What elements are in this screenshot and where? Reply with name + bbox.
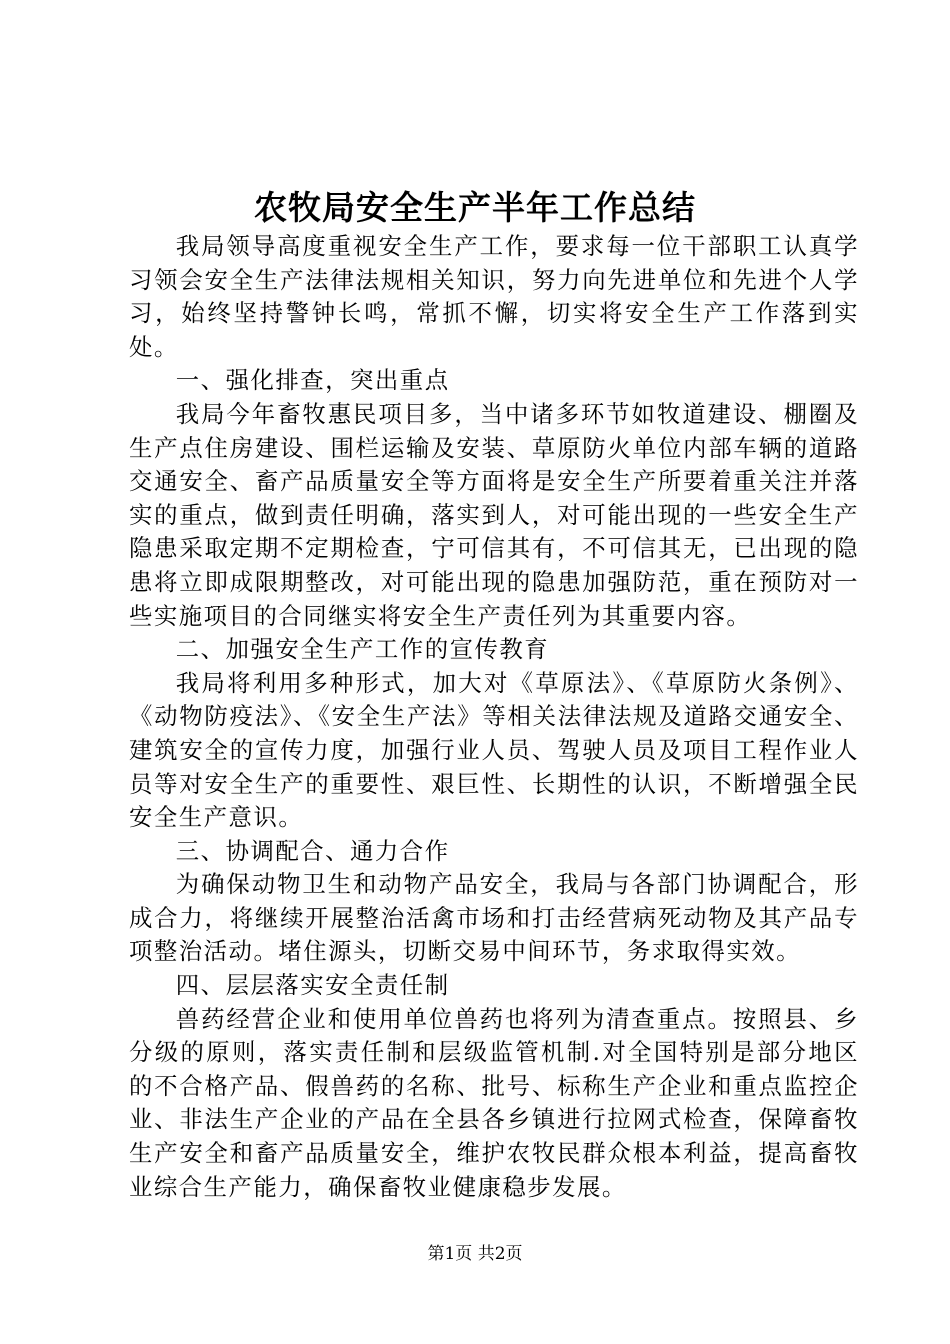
- section-paragraph-1: 我局今年畜牧惠民项目多，当中诸多环节如牧道建设、棚圈及生产点住房建设、围栏运输及安装、草原防火单位内部车辆的道路交通安全、畜产品质量安全等方面将是安全生产所要着重关注并落实的重点，做到责任明确，落实到人，对可能出现的一些安全生产隐患采取定期不定期检查，宁可信其有，不可信其无，已出现的隐患将立即成限期整改，对可能出现的隐患加强防范，重在预防对一些实施项目的合同继实将安全生产责任列为其重要内容。: [129, 399, 859, 630]
- section-paragraph-4: 兽药经营企业和使用单位兽药也将列为清查重点。按照县、乡分级的原则，落实责任制和层级监管机制.对全国特别是部分地区的不合格产品、假兽药的名称、批号、标称生产企业和重点监控企业、非法生产企业的产品在全县各乡镇进行拉网式检查，保障畜牧生产安全和畜产品质量安全，维护农牧民群众根本利益，提高畜牧业综合生产能力，确保畜牧业健康稳步发展。: [129, 1004, 859, 1201]
- intro-paragraph: 我局领导高度重视安全生产工作，要求每一位干部职工认真学习领会安全生产法律法规相关知识，努力向先进单位和先进个人学习，始终坚持警钟长鸣，常抓不懈，切实将安全生产工作落到实处。: [129, 232, 859, 361]
- section-paragraph-2: 我局将利用多种形式，加大对《草原法》、《草原防火条例》、《动物防疫法》、《安全生产法》等相关法律法规及道路交通安全、建筑安全的宣传力度，加强行业人员、驾驶人员及项目工程作业人员等对安全生产的重要性、艰巨性、长期性的认识，不断增强全民安全生产意识。: [129, 668, 859, 832]
- section-paragraph-3: 为确保动物卫生和动物产品安全，我局与各部门协调配合，形成合力，将继续开展整治活禽市场和打击经营病死动物及其产品专项整治活动。堵住源头，切断交易中间环节，务求取得实效。: [129, 870, 859, 966]
- section-heading-4: 四、层层落实安全责任制: [175, 971, 450, 1000]
- document-title: 农牧局安全生产半年工作总结: [254, 188, 696, 227]
- section-heading-1: 一、强化排查，突出重点: [175, 366, 450, 395]
- document-body: [129, 230, 859, 1204]
- page-number-footer: 第1页 共2页: [427, 1244, 523, 1264]
- section-heading-2: 二、加强安全生产工作的宣传教育: [175, 635, 550, 664]
- section-heading-3: 三、协调配合、通力合作: [175, 836, 450, 865]
